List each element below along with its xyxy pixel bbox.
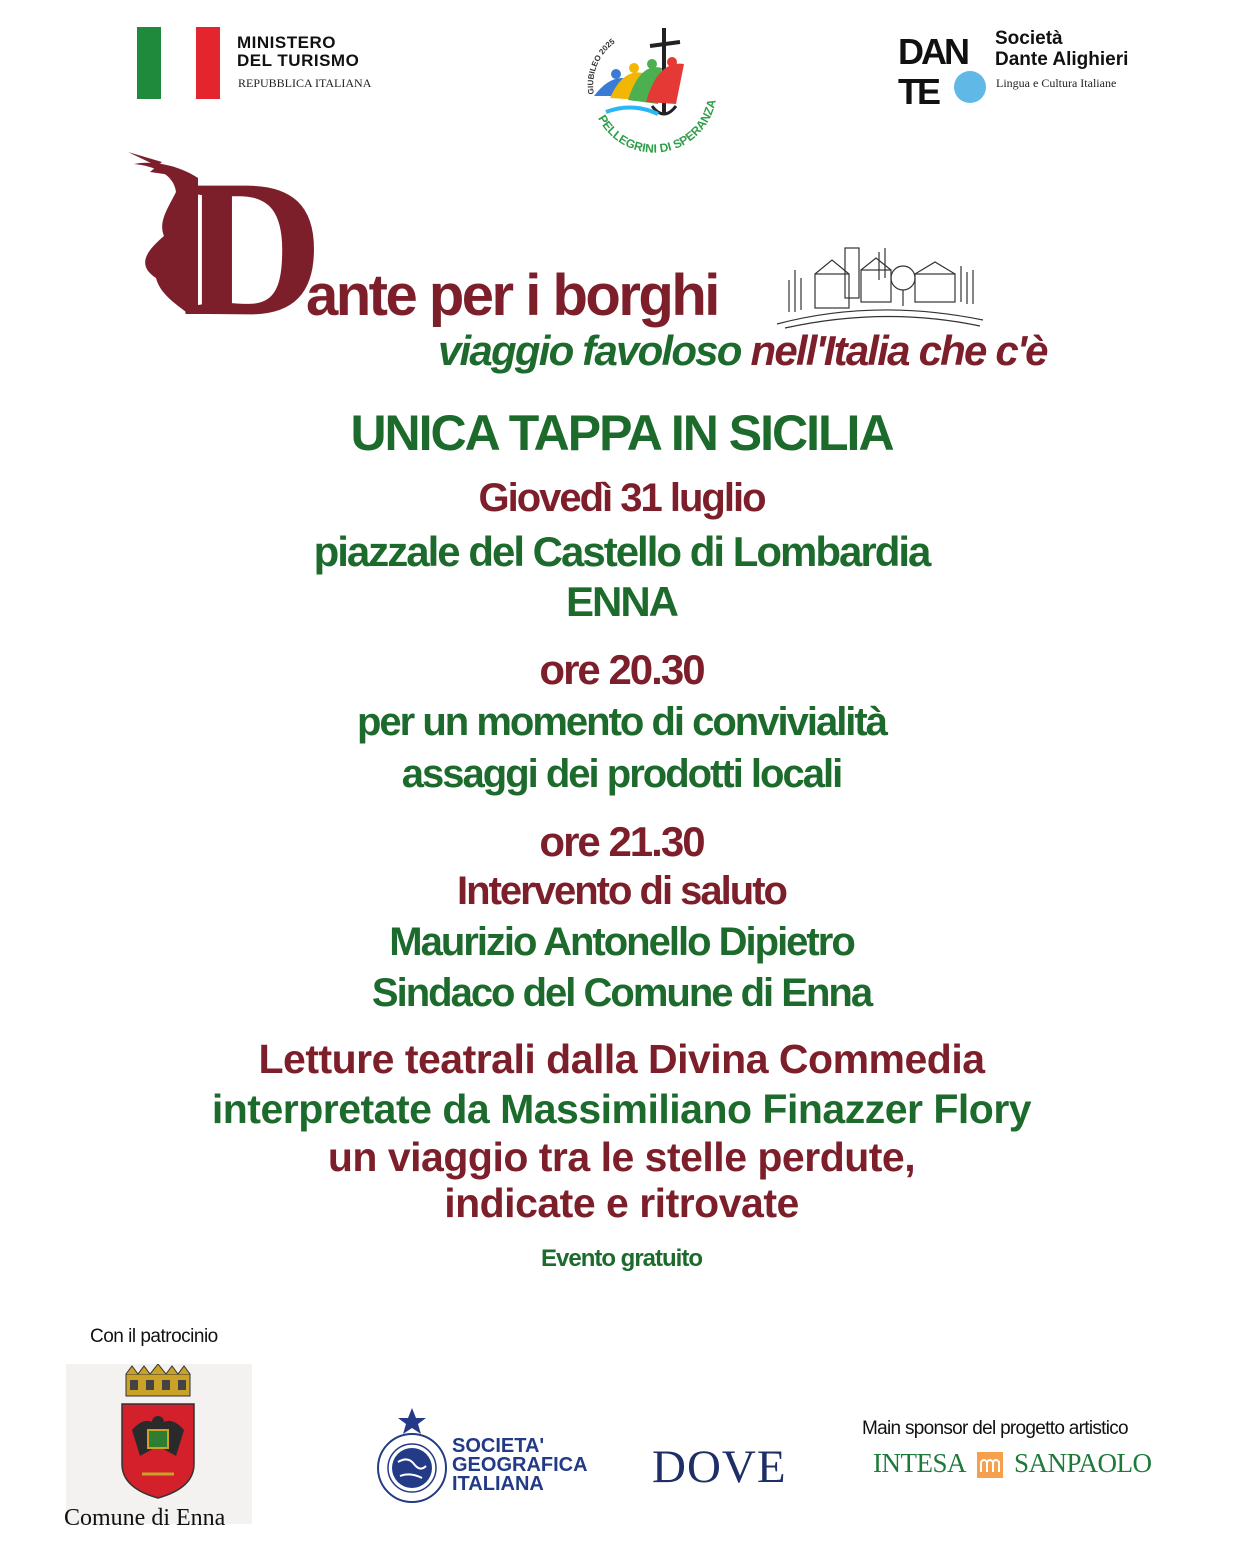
svg-text:DAN: DAN — [898, 31, 967, 72]
title-main: ante per i borghi — [306, 263, 718, 328]
event-greeting: Intervento di saluto — [457, 869, 786, 913]
event-time-2: ore 21.30 — [539, 818, 704, 865]
main-sponsor-label: Main sponsor del progetto artistico — [862, 1418, 1128, 1439]
comune-name: Comune di Enna — [64, 1505, 226, 1531]
mayor-name: Maurizio Antonello Dipietro — [389, 920, 854, 964]
enna-coat-of-arms — [118, 1364, 198, 1514]
event-city: ENNA — [565, 578, 677, 625]
borgo-village-sketch — [775, 240, 985, 330]
title-subtitle — [438, 327, 1047, 375]
ministry-line3: REPUBBLICA ITALIANA — [238, 76, 372, 90]
subtitle-maroon: nell'Italia che c'è — [750, 327, 1047, 374]
event-date: Giovedì 31 luglio — [478, 476, 765, 520]
flag-green-stripe — [137, 27, 161, 99]
jubilee-logo — [572, 22, 722, 157]
event-readings: Letture teatrali dalla Divina Commedia — [258, 1036, 985, 1082]
event-performer: interpretate da Massimiliano Finazzer Flory — [211, 1086, 1032, 1132]
ministry-line2: DEL TURISMO — [237, 51, 360, 70]
dante-society-logo — [898, 30, 988, 110]
sgi-line2: GEOGRAFICA — [452, 1454, 588, 1476]
sgi-line3: ITALIANA — [452, 1473, 544, 1495]
sgi-line1: SOCIETA' — [452, 1435, 545, 1457]
dante-society-line2: Dante Alighieri — [995, 49, 1129, 70]
jubilee-top-text: GIUBILEO 2025 — [586, 36, 617, 95]
event-time-1: ore 20.30 — [539, 646, 704, 693]
intesa-text: INTESA — [873, 1448, 966, 1478]
flag-red-stripe — [196, 27, 220, 99]
big-d-letter: D — [182, 148, 324, 320]
event-journey-line1: un viaggio tra le stelle perdute, — [327, 1134, 916, 1180]
mayor-role: Sindaco del Comune di Enna — [371, 971, 872, 1015]
dante-society-line1: Società — [995, 28, 1063, 49]
event-tasting: assaggi dei prodotti locali — [401, 752, 842, 796]
dove-logo: DOVE — [652, 1441, 787, 1493]
event-place: piazzale del Castello di Lombardia — [313, 528, 930, 575]
svg-text:TE: TE — [898, 71, 939, 110]
subtitle-green: viaggio favoloso — [438, 327, 741, 374]
svg-text:PELLEGRINI DI SPERANZA — [595, 98, 719, 156]
dante-society-line3: Lingua e Cultura Italiane — [996, 76, 1117, 90]
patronage-label: Con il patrocinio — [90, 1326, 218, 1347]
sgi-seal-logo — [374, 1404, 450, 1514]
ministry-line1: MINISTERO — [237, 33, 336, 52]
sanpaolo-text: SANPAOLO — [1014, 1448, 1152, 1478]
event-headline: UNICA TAPPA IN SICILIA — [350, 405, 893, 461]
intesa-sanpaolo-icon — [976, 1451, 1004, 1479]
event-conviviality: per un momento di convivialità — [357, 700, 886, 744]
event-journey-line2: indicate e ritrovate — [444, 1180, 799, 1226]
jubilee-motto: PELLEGRINI DI SPERANZA — [595, 97, 719, 156]
free-event-note: Evento gratuito — [540, 1245, 702, 1272]
